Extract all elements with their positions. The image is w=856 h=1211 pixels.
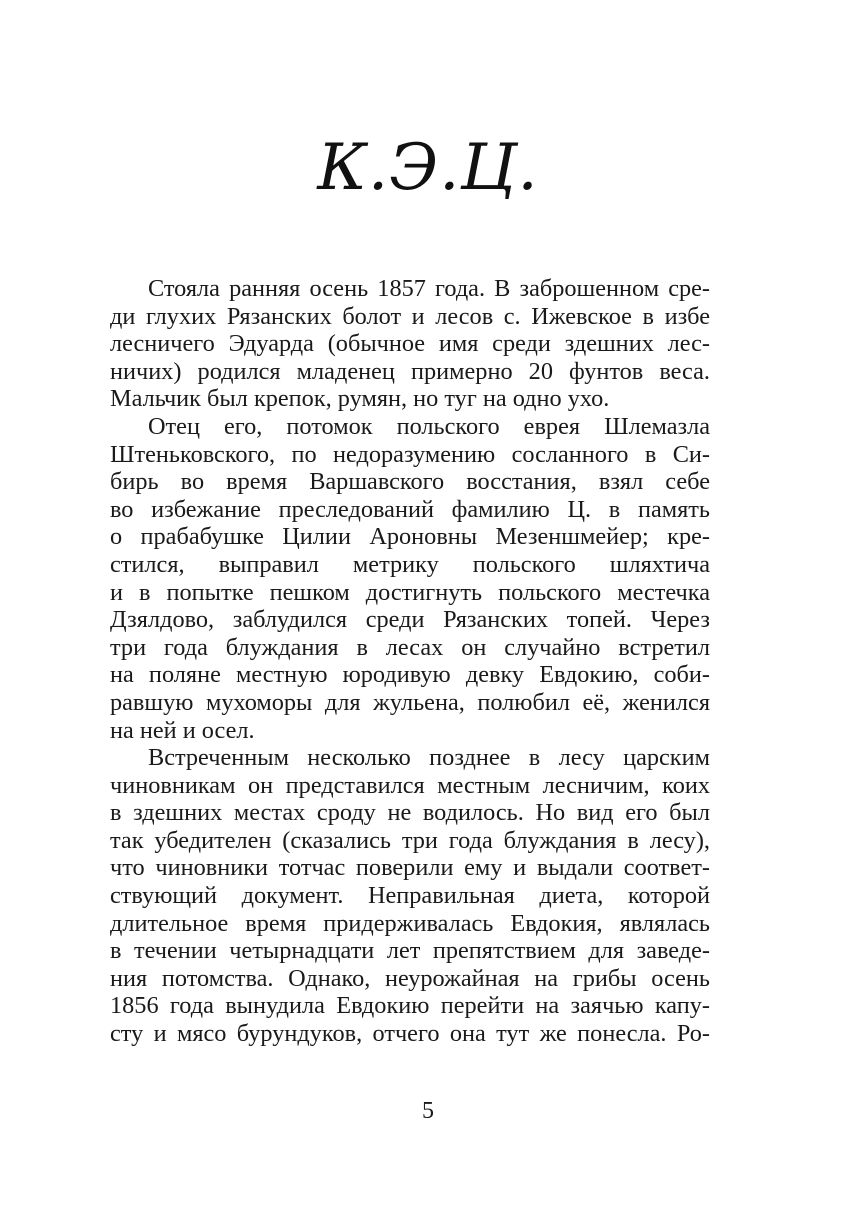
paragraph-1 xyxy=(110,275,710,413)
text-line: равшую мухоморы для жульена, полюбил её, женился xyxy=(110,688,710,716)
text-line: о прабабушке Цилии Ароновны Мезеншмейер; кре- xyxy=(110,523,710,551)
text-line: Штеньковского, по недоразумению сосланного в Си- xyxy=(110,440,710,468)
paragraph-2 xyxy=(110,413,710,744)
text-line: во избежание преследований фамилию Ц. в память xyxy=(110,495,710,523)
text-line: три года блуждания в лесах он случайно встретил xyxy=(110,633,710,661)
text-line: ди глухих Рязанских болот и лесов с. Ижевское в избе xyxy=(110,302,710,330)
text-line: и в попытке пешком достигнуть польского местечка xyxy=(110,578,710,606)
text-line: Встреченным несколько позднее в лесу царским xyxy=(148,744,710,772)
page-number: 5 xyxy=(422,1098,434,1124)
text-line: что чиновники тотчас поверили ему и выдали соответ- xyxy=(110,854,710,882)
text-line: чиновникам он представился местным лесничим, коих xyxy=(110,771,710,799)
text-line: в здешних местах сроду не водилось. Но вид его был xyxy=(110,799,710,827)
text-line: сту и мясо бурундуков, отчего она тут же понесла. Ро- xyxy=(110,1020,710,1048)
text-line: ния потомства. Однако, неурожайная на грибы осень xyxy=(110,964,710,992)
text-line: стился, выправил метрику польского шляхтича xyxy=(110,550,710,578)
text-line: Мальчик был крепок, румян, но туг на одно ухо. xyxy=(110,385,610,413)
chapter-title: К.Э.Ц. xyxy=(317,131,539,205)
text-line: Отец его, потомок польского еврея Шлемазла xyxy=(148,412,710,440)
text-line: лесничего Эдуарда (обычное имя среди здешних лес- xyxy=(110,330,710,358)
text-line: на ней и осел. xyxy=(110,716,255,744)
body-text xyxy=(110,275,710,1048)
text-line: на поляне местную юродивую девку Евдокию, соби- xyxy=(110,661,710,689)
text-line: ничих) родился младенец примерно 20 фунтов веса. xyxy=(110,357,710,385)
text-line: в течении четырнадцати лет препятствием для заведе- xyxy=(110,937,710,965)
text-line: так убедителен (сказались три года блуждания в лесу), xyxy=(110,826,710,854)
text-line: бирь во время Варшавского восстания, взял себе xyxy=(110,468,710,496)
text-line: 1856 года вынудила Евдокию перейти на заячью капу- xyxy=(110,992,710,1020)
paragraph-3 xyxy=(110,744,710,1048)
text-line: длительное время придерживалась Евдокия, являлась xyxy=(110,909,710,937)
text-line: Стояла ранняя осень 1857 года. В заброшенном сре- xyxy=(148,275,710,302)
text-line: ствующий документ. Неправильная диета, которой xyxy=(110,882,710,910)
text-line: Дзялдово, заблудился среди Рязанских топей. Через xyxy=(110,606,710,634)
